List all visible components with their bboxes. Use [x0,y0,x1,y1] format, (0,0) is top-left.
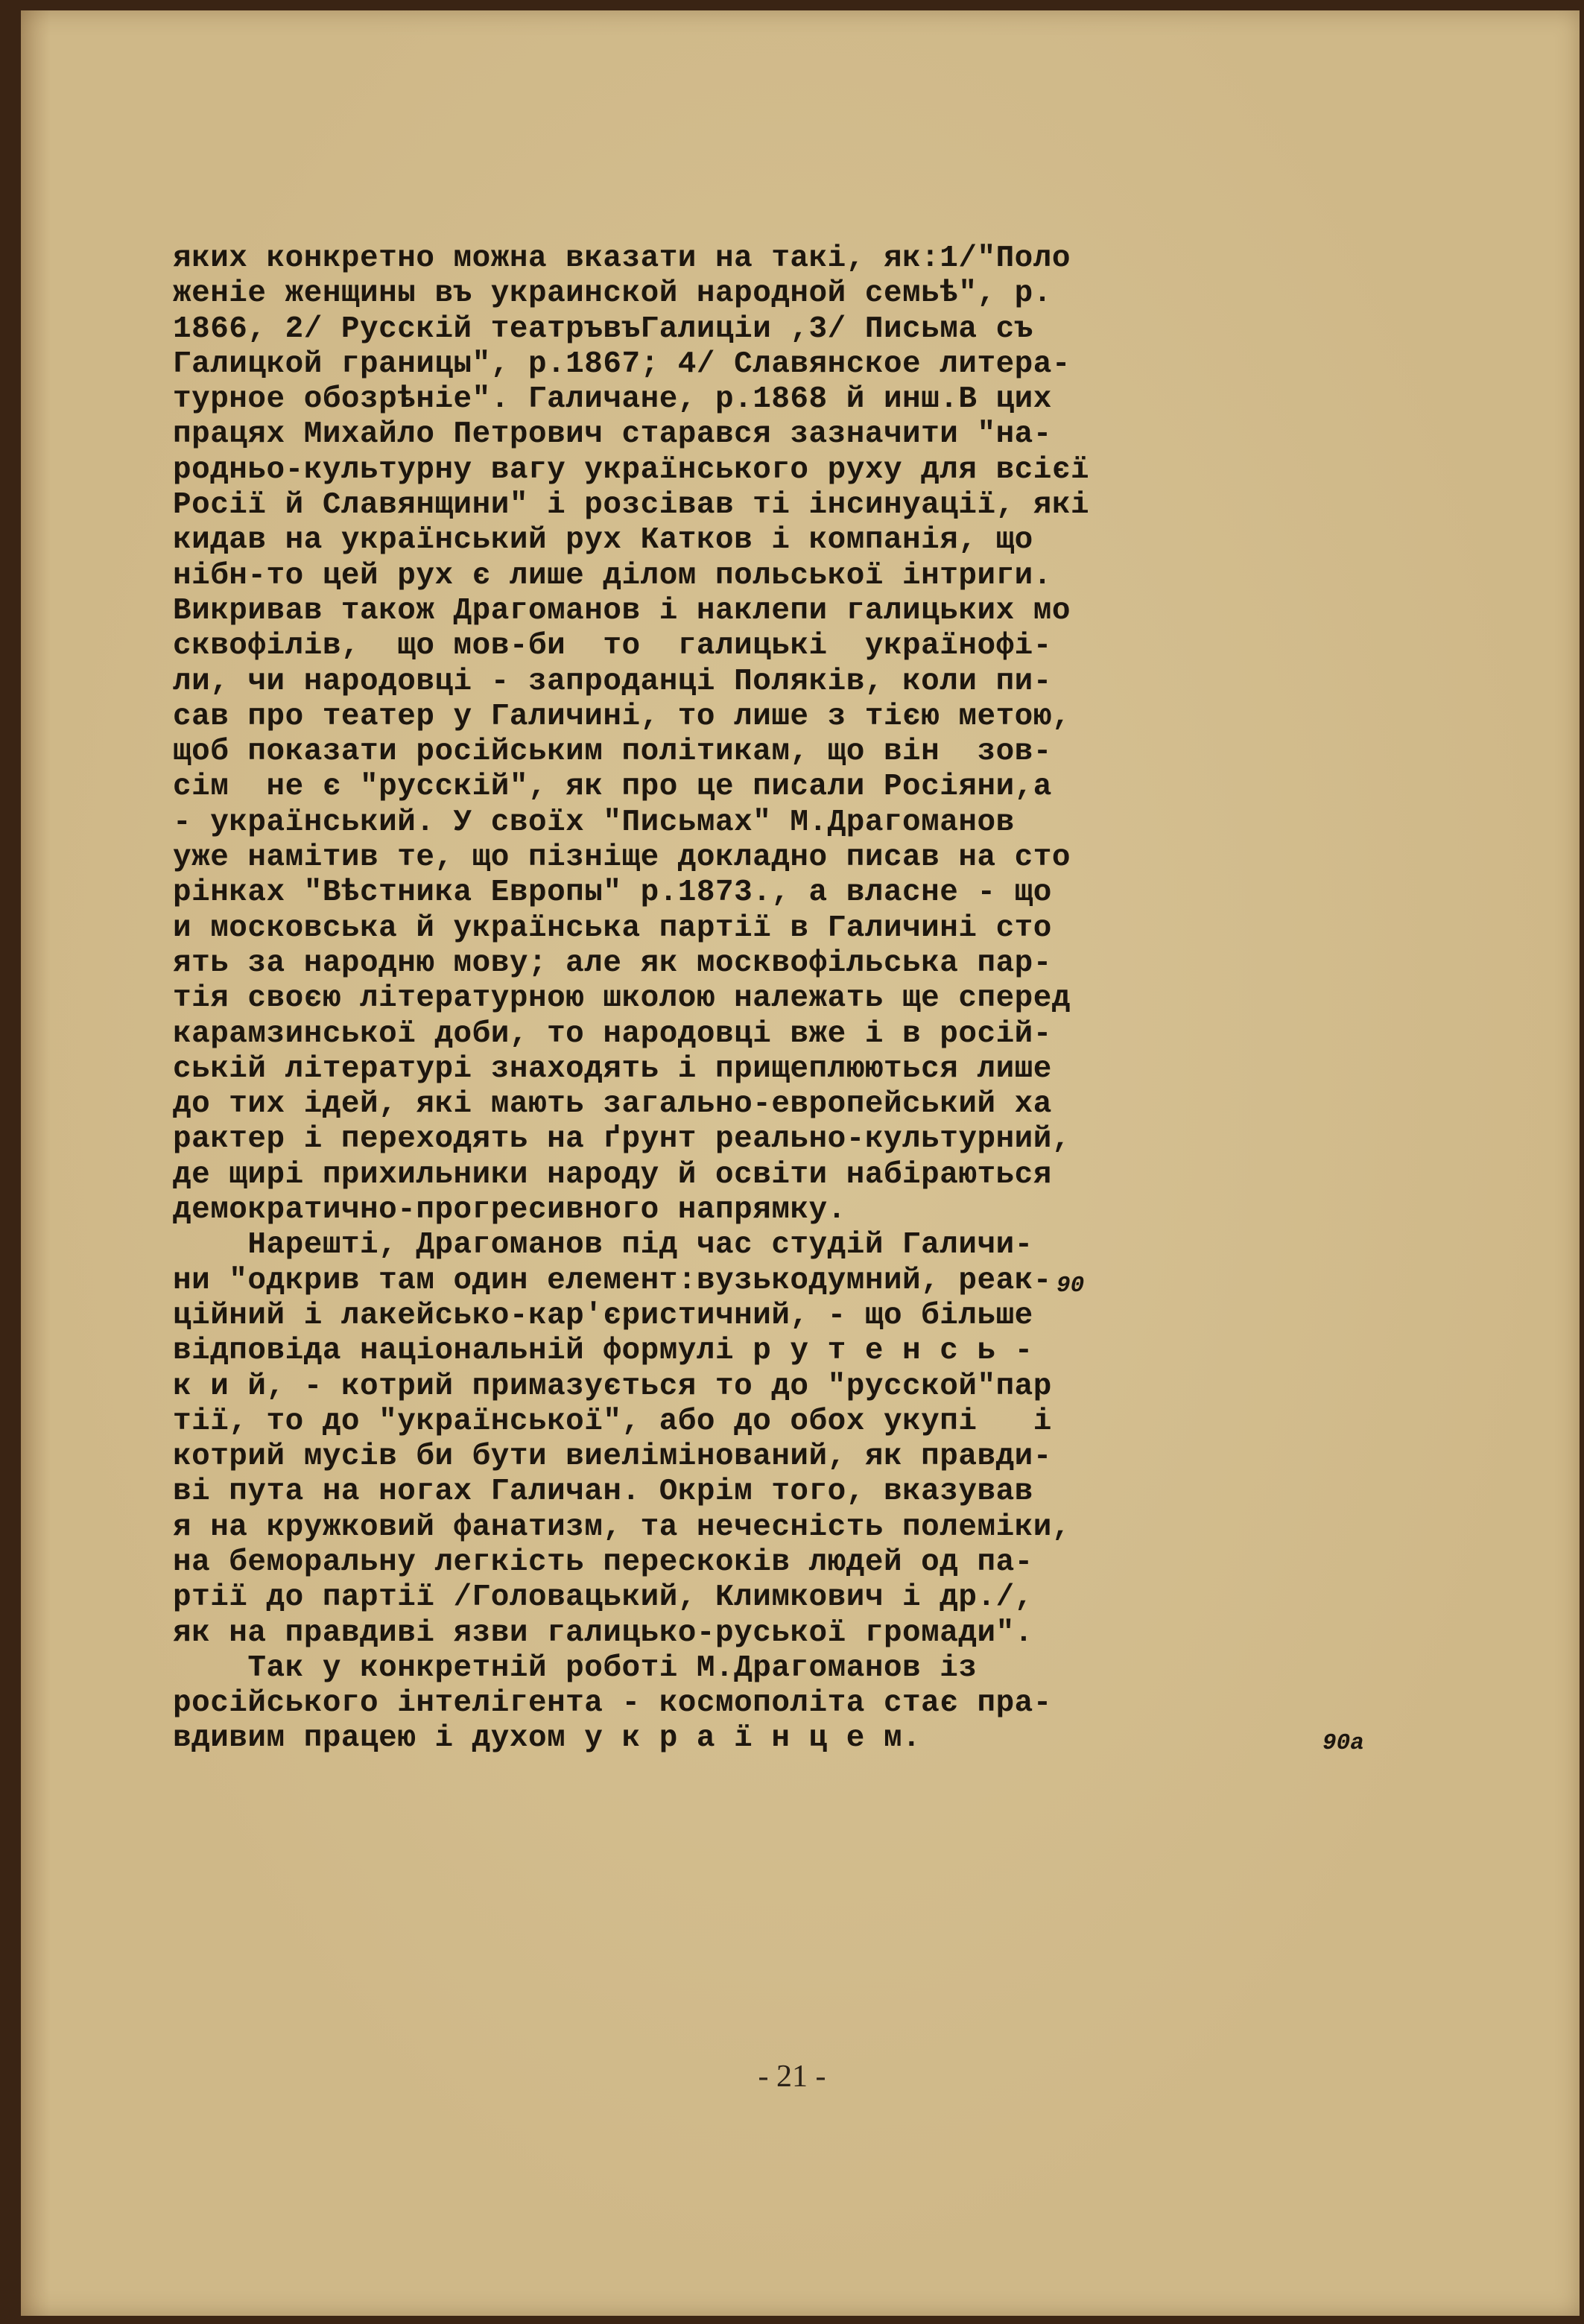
text-line: я на кружковий фанатизм, та нечесність полеміки, [173,1510,1071,1545]
page-number: - 21 - [758,2059,826,2094]
text-line: рінках "Вѣстника Европы" р.1873., а власне - що [173,876,1052,911]
text-line: російського інтелігента - космополіта стає пра- [173,1686,1052,1721]
text-line: Нарешті, Драгоманов під час студій Галичи- [173,1228,1033,1263]
text-line: женіе женщины въ украинской народной семьѣ", р. [173,276,1052,311]
text-line: турное обозрѣніе". Галичане, р.1868 й инш.В цих [173,382,1052,417]
text-line: уже намітив те, що пізніще докладно писав на сто [173,840,1071,876]
footnote-mark: 90 [1056,1273,1085,1299]
text-line: як на правдиві язви галицько-руської громади". [173,1615,1033,1650]
text-line: демократично-прогресивного напрямку. [173,1193,846,1228]
text-line: на беморальну легкість перескоків людей од па- [173,1545,1033,1580]
text-line: відповіда національній формулі р у т е н с ь - [173,1334,1033,1369]
text-line: нібн-то цей рух є лише ділом польської інтриги. [173,558,1052,593]
text-line: ли, чи народовці - запроданці Поляків, коли пи- [173,664,1052,699]
text-line: працях Михайло Петрович старався зазначити "на- [173,417,1052,452]
text-line: ртії до партії /Головацький, Климкович і др./, [173,1580,1033,1615]
text-line: 1866, 2/ Русскій театръвъГалиціи ,3/ Письма съ [173,311,1033,346]
text-line: - український. У своїх "Письмах" М.Драгоманов [173,805,1015,840]
text-line: тії, то до "української", або до обох укупі і [173,1404,1052,1439]
text-line: ять за народню мову; але як москвофільська пар- [173,946,1052,981]
text-line: и московська й українська партії в Галичині сто [173,911,1052,946]
text-line: ві пута на ногах Галичан. Окрім того, вказував [173,1475,1033,1510]
text-line: щоб показати російським політикам, що він зов- [173,735,1052,770]
text-line: Викривав також Драгоманов і наклепи галицьких мо [173,593,1071,628]
text-line: ни "одкрив там один елемент:вузькодумний, реак- [173,1263,1052,1298]
text-line: Росії й Славянщини" і розсівав ті інсинуації, які [173,488,1090,523]
text-line: кидав на український рух Катков і компанія, що [173,523,1033,558]
text-line: тія своєю літературною школою належать ще сперед [173,981,1071,1016]
body-text [173,241,1350,1757]
text-line: сквофілів, що мов-би то галицькі українофі- [173,629,1052,664]
text-line: ській літературі знаходять і прищеплюються лише [173,1051,1052,1086]
text-line: яких конкретно можна вказати на такі, як:1/"Поло [173,241,1071,276]
text-line: родньо-культурну вагу українського руху для всієї [173,452,1090,487]
text-line: сав про театер у Галичині, то лише з тією метою, [173,699,1071,734]
text-line: карамзинської доби, то народовці вже і в росій- [173,1016,1052,1051]
text-line: Так у конкретній роботі М.Драгоманов із [173,1650,978,1685]
footnote-mark: 90a [1322,1730,1364,1756]
text-line: вдивим працею і духом у к р а ї н ц е м. [173,1721,922,1756]
text-line: де щирі прихильники народу й освіти набіраються [173,1157,1052,1192]
text-line: ційний і лакейсько-кар'єристичний, - що більше [173,1298,1033,1333]
text-line: котрий мусів би бути виелімінований, як правди- [173,1440,1052,1475]
text-line: до тих ідей, які мають загально-европейський ха [173,1087,1052,1122]
text-line: рактер і переходять на ґрунт реально-культурний, [173,1122,1071,1157]
text-line: к и й, - котрий примазується то до "русской"пар [173,1369,1052,1404]
text-line: сім не є "русскій", як про це писали Росіяни,а [173,770,1052,805]
text-line: Галицкой границы", р.1867; 4/ Славянское литера- [173,346,1071,381]
